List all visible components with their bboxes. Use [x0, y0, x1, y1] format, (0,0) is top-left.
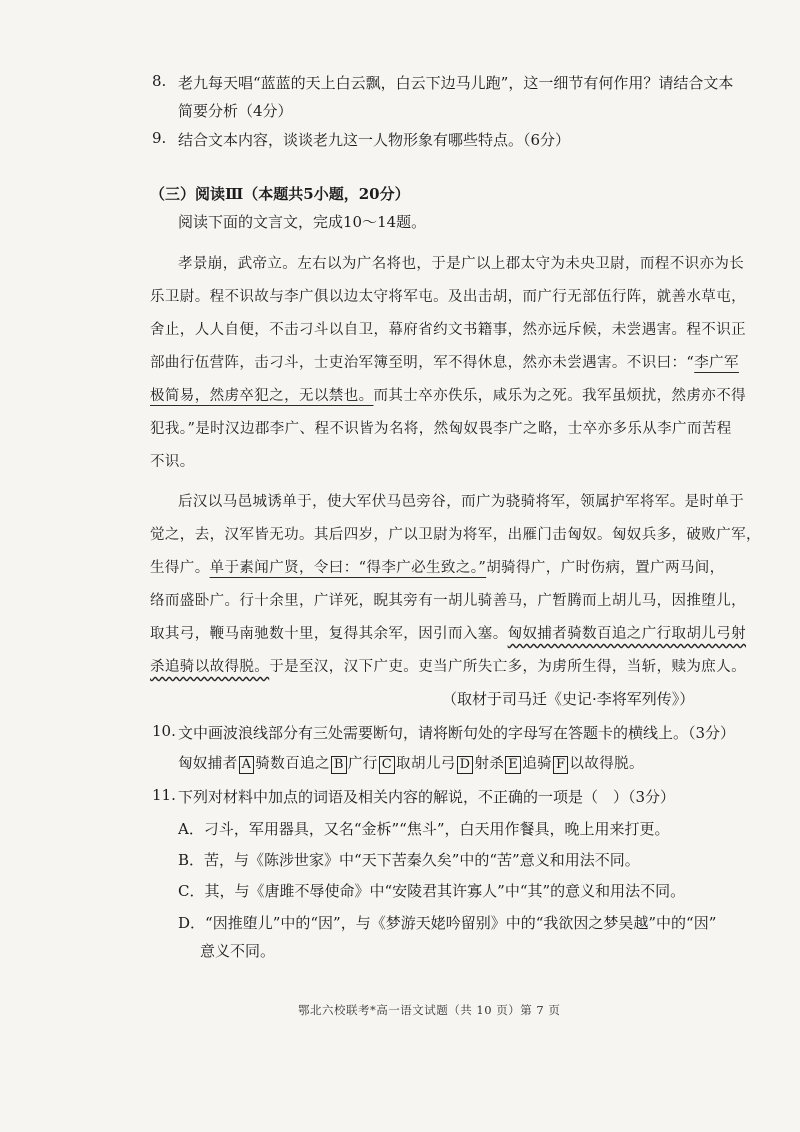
option-a: A．刁斗，军用器具，又名“金柝”“焦斗”，白天用作餐具，晚上用来打更。 [178, 820, 670, 838]
passage-text: 于是至汉，汉下广吏。吏当广所失亡多，为虏所生得，当斩，赎为庶人。 [269, 659, 746, 675]
segment: 广行 [347, 756, 378, 772]
option-d: D．“因推堕儿”中的“因”，与《梦游天姥吟留别》中的“我欲因之梦吴越”中的“因” [178, 914, 717, 932]
underlined-sentence: 极简易，然虏卒犯之，无以禁也。 [150, 388, 374, 404]
break-letter-box: B [331, 756, 347, 774]
passage-line: 舍止，人人自便，不击刁斗以自卫，幕府省约文书籍事，然亦远斥候，未尝遇害。程不识正 [150, 322, 746, 338]
break-letter-box: E [505, 756, 521, 774]
passage-line: 不识。 [150, 454, 195, 470]
passage-line [150, 384, 746, 405]
passage-line [150, 351, 739, 372]
passage-text: 而其士卒亦佚乐，咸乐为之死。我军虽烦扰，然虏亦不得 [373, 388, 746, 404]
passage-line: 后汉以马邑城诱单于，使大军伏马邑旁谷，而广为骁骑将军，领属护军将军。是时单于 [178, 494, 745, 510]
wavy-underlined-sentence: 匈奴捕者骑数百追之广行取胡儿弓射 [507, 626, 747, 642]
segment: 以故得脱。 [569, 756, 644, 772]
passage-line [150, 622, 746, 643]
passage-line [150, 556, 725, 577]
passage-text: 取其弓，鞭马南驰数十里，复得其余军，因引而入塞。 [150, 626, 508, 642]
question-text: 下列对材料中加点的词语及相关内容的解说，不正确的一项是（ ）（3分） [178, 788, 676, 806]
question-number: 10. [152, 722, 176, 740]
question-number: 11. [152, 786, 176, 804]
segment: 射杀 [474, 756, 505, 772]
option-c: C．其，与《唐雎不辱使命》中“安陵君其许寡人”中“其”的意义和用法不同。 [178, 882, 686, 900]
passage-line: 觉之，去，汉军皆无功。其后四岁，广以卫尉为将军，出雁门击匈奴。匈奴兵多，破败广军， [150, 527, 761, 543]
segment: 取胡儿弓 [396, 756, 456, 772]
passage-line: 孝景崩，武帝立。左右以为广名将也，于是广以上郡太守为未央卫尉，而程不识亦为长 [178, 256, 745, 272]
page-footer: 鄂北六校联考*高一语文试题（共 10 页）第 7 页 [298, 1003, 561, 1017]
sentence-break-line [178, 752, 644, 774]
underlined-sentence: 单于素闻广贤，令曰：“得李广必生致之。” [209, 560, 487, 576]
option-b: B．苦，与《陈涉世家》中“天下苦秦久矣”中的“苦”意义和用法不同。 [178, 851, 640, 869]
question-text: 简要分析（4分） [178, 102, 293, 120]
segment: 追骑 [522, 756, 552, 772]
question-number: 8. [152, 72, 167, 90]
question-text: 文中画波浪线部分有三处需要断句，请将断句处的字母写在答题卡的横线上。（3分） [178, 724, 736, 742]
wavy-underlined-sentence: 杀追骑以故得脱。 [150, 659, 270, 675]
passage-line: 乐卫尉。程不识故与李广俱以边太守将军屯。及出击胡，而广行无部伍行阵，就善水草屯， [150, 289, 746, 305]
break-letter-box: C [379, 756, 395, 774]
underlined-sentence: 李广军 [694, 355, 739, 371]
section-instruction: 阅读下面的文言文，完成10～14题。 [178, 213, 427, 231]
question-text: 结合文本内容，谈谈老九这一人物形象有哪些特点。（6分） [178, 131, 571, 149]
passage-line: 犯我。”是时汉边郡李广、程不识皆为名将，然匈奴畏李广之略，士卒亦多乐从李广而苦程 [150, 421, 732, 437]
break-letter-box: A [239, 756, 255, 774]
section-title: （三）阅读Ⅲ（本题共5小题，20分） [150, 185, 410, 203]
passage-text: 部曲行伍营阵，击刁斗，士吏治军簿至明，军不得休息，然亦未尝遇害。不识曰：“ [150, 355, 695, 371]
passage-text: 胡骑得广，广时伤病，置广两马间， [486, 560, 725, 576]
segment: 匈奴捕者 [178, 756, 238, 772]
question-number: 9. [152, 129, 167, 147]
question-text: 老九每天唱“蓝蓝的天上白云飘，白云下边马儿跑”，这一细节有何作用？请结合文本 [178, 74, 734, 92]
option-d-cont: 意义不同。 [200, 942, 276, 960]
passage-text: 生得广。 [150, 560, 210, 576]
passage-source: （取材于司马迁《史记·李将军列传》） [442, 690, 695, 708]
segment: 骑数百追之 [255, 756, 330, 772]
break-letter-box: F [553, 756, 568, 774]
break-letter-box: D [457, 756, 474, 774]
passage-line [150, 655, 746, 676]
passage-line: 络而盛卧广。行十余里，广详死，睨其旁有一胡儿骑善马，广暂腾而上胡儿马，因推堕儿， [150, 593, 746, 609]
